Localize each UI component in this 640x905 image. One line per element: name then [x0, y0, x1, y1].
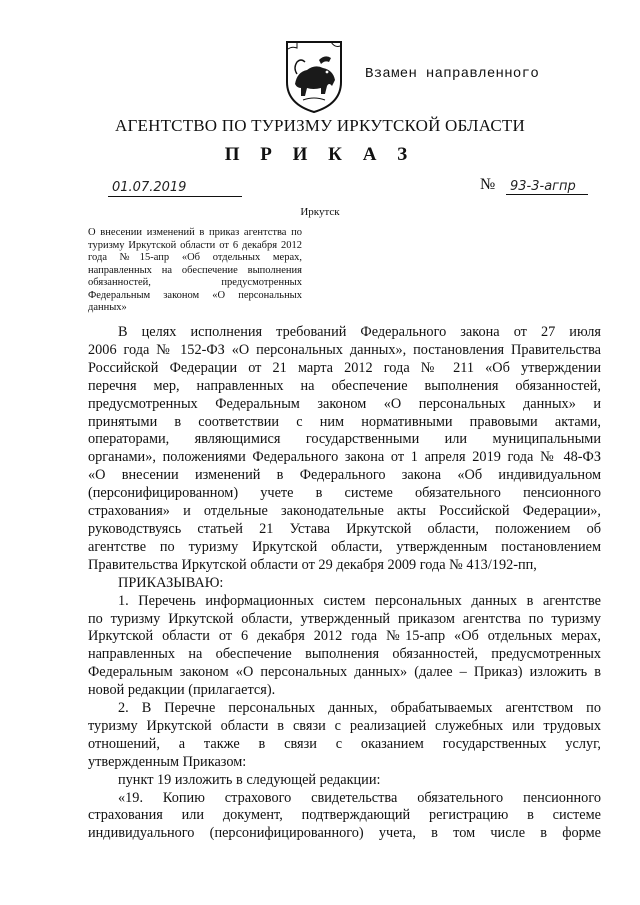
stamp-text: Взамен направленного [365, 66, 540, 82]
body-line: руководствуясь статьей 21 Устава Иркутской области, положением об [88, 520, 601, 537]
body-line: новой редакции (прилагается). [88, 682, 276, 699]
agency-title: АГЕНТСТВО ПО ТУРИЗМУ ИРКУТСКОЙ ОБЛАСТИ [115, 116, 525, 135]
body-line: отношений, а также в связи с оказанием государственных услуг, [88, 735, 601, 752]
body-line: 2. В Перечне персональных данных, обрабатываемых агентством по [118, 700, 601, 717]
subject-line: года №15-апр «Об отдельных мерах, [88, 252, 302, 263]
body-line: предусмотренных Федеральным законом «О персональных данных» и [88, 395, 601, 412]
subject-line: О внесении изменений в приказ агентства по [88, 227, 302, 238]
body-line: 1. Перечень информационных систем персональных данных в агентстве [118, 592, 601, 609]
body-line: принятыми в соответствии с ним нормативными правовыми актами, [88, 413, 601, 430]
body-line: туризму Иркутской области в связи с реализацией служебных или трудовых [88, 717, 601, 734]
subject-line: Федеральным законом «О персональных [88, 289, 302, 301]
subject-line: направленных на обеспечение выполнения [88, 264, 302, 276]
body-line: агентстве по туризму Иркутской области, утвержденным постановлением [88, 538, 601, 555]
order-number-field [480, 174, 588, 196]
body-line: Иркутской области от 6 декабря 2012 года №15-апр «Об отдельных мерах, [88, 628, 601, 645]
subject-line: туризму Иркутской области от 6 декабря 2012 [88, 239, 302, 251]
body-line: перечня мер, направленных на обеспечение выполнения обязанностей, [88, 377, 601, 394]
order-body [88, 324, 601, 843]
body-line: индивидуального (персонифицированного) учета, в том числе в форме [88, 825, 601, 842]
number-sign: № [480, 176, 496, 193]
body-line: пункт 19 изложить в следующей редакции: [118, 771, 381, 788]
body-line: (персонифицированном) учете в системе обязательного пенсионного [88, 485, 601, 502]
order-number: 93-3-агпр [506, 179, 588, 195]
coat-of-arms-emblem [283, 38, 345, 114]
order-directive: ПРИКАЗЫВАЮ: [118, 574, 224, 591]
subject-line: обязанностей, предусмотренных [88, 277, 302, 288]
body-line: страхования или документ, подтверждающий регистрацию в системе [88, 807, 601, 824]
date-field [108, 174, 242, 197]
body-line: 2006 года № 152-ФЗ «О персональных данных», постановления Правительства [88, 341, 601, 358]
body-line: Правительства Иркутской области от 29 декабря 2009 года № 413/192-пп, [88, 556, 537, 573]
body-line: «19. Копию страхового свидетельства обязательного пенсионного [118, 789, 601, 806]
body-line: В целях исполнения требований Федерального закона от 27 июля [118, 324, 601, 340]
subject-line: данных» [88, 302, 127, 313]
body-line: органами», положениями Федерального закона от 1 апреля 2019 года № 48-ФЗ [88, 449, 601, 466]
subject-block [88, 227, 302, 315]
document-type: П Р И К А З [224, 144, 416, 165]
body-line: по туризму Иркутской области, утвержденный приказом агентства по туризму [88, 610, 601, 627]
body-line: Федеральным законом «О персональных данных» (далее – Приказ) изложить в [88, 664, 601, 681]
body-line: операторами, являющимися государственными или муниципальными [88, 431, 601, 448]
body-line: страхования» и отдельные законодательные акты Российской Федерации», [88, 503, 601, 520]
city-name: Иркутск [300, 206, 340, 218]
body-line: Российской Федерации от 21 марта 2012 года № 211 «Об утверждении [88, 359, 601, 376]
body-line: направленных на обеспечение выполнения обязанностей, предусмотренных [88, 646, 601, 663]
body-line: утвержденным Приказом: [88, 753, 247, 770]
body-line: «О внесении изменений в Федерального закона «Об индивидуальном [88, 467, 601, 484]
order-date: 01.07.2019 [112, 180, 187, 195]
